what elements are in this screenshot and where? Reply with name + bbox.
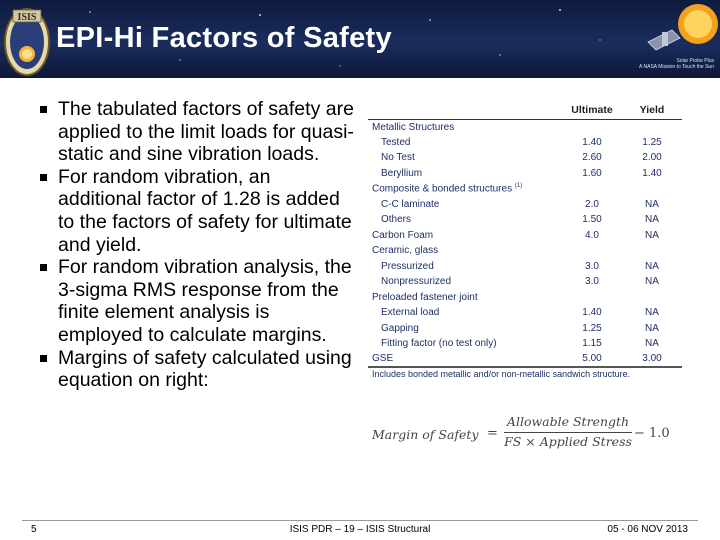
- table-row: [368, 352, 682, 368]
- row-yield-value: [622, 119, 682, 135]
- row-ultimate-value: 1.40: [582, 307, 602, 319]
- table-row: [368, 336, 682, 352]
- row-label: [368, 166, 562, 182]
- row-yield-value: 1.25: [642, 136, 662, 148]
- row-ultimate-value: [562, 243, 622, 259]
- solar-probe-icon: [622, 2, 718, 60]
- bullet-item: The tabulated factors of safety are applied to the limit loads for quasi-static and sine vibration loads.: [36, 98, 358, 166]
- table-header-row: [368, 103, 682, 119]
- row-label-text: Pressurized: [381, 260, 434, 272]
- table-row: [368, 119, 682, 135]
- bullet-list: [36, 98, 358, 392]
- row-label: [368, 197, 562, 213]
- row-yield-value: NA: [645, 338, 659, 350]
- row-yield-value: NA: [645, 198, 659, 210]
- table-body: [368, 119, 682, 367]
- row-label-text: Ceramic, glass: [372, 245, 439, 257]
- slide-header: [0, 0, 720, 78]
- table-header-cell: Ultimate: [562, 103, 622, 119]
- svg-text:ISIS: ISIS: [17, 12, 37, 23]
- isis-logo-icon: [2, 2, 52, 76]
- row-label-text: Fitting factor (no test only): [381, 338, 497, 350]
- row-yield-value: NA: [645, 307, 659, 319]
- bullet-item: Margins of safety calculated using equation on right:: [36, 347, 358, 392]
- table-row: [368, 228, 682, 244]
- row-label-text: Gapping: [381, 322, 419, 334]
- equation-numerator: Allowable Strength: [506, 414, 630, 429]
- table-header-cell: [368, 103, 562, 119]
- row-yield-value: NA: [645, 214, 659, 226]
- table-footnote: Includes bonded metallic and/or non-metallic sandwich structure.: [372, 369, 631, 379]
- row-label-text: Preloaded fastener joint: [372, 291, 478, 303]
- row-ultimate-value: 3.0: [585, 260, 599, 272]
- row-yield-value: [622, 243, 682, 259]
- table-row: [368, 150, 682, 166]
- row-label: [368, 212, 562, 228]
- equation-equals: =: [487, 426, 498, 441]
- table-row: [368, 259, 682, 275]
- row-yield-value: NA: [645, 322, 659, 334]
- row-label: [368, 135, 562, 151]
- table-row: [368, 166, 682, 182]
- row-ultimate-value: 1.60: [582, 167, 602, 179]
- equation-fraction: [504, 414, 632, 449]
- table-row: [368, 305, 682, 321]
- row-label: [368, 290, 562, 306]
- row-ultimate-value: [562, 181, 622, 197]
- row-label-text: Composite & bonded structures: [372, 183, 513, 195]
- table-row: [368, 243, 682, 259]
- table-row: [368, 321, 682, 337]
- table-row: [368, 290, 682, 306]
- row-ultimate-value: 4.0: [585, 229, 599, 241]
- table-row: [368, 197, 682, 213]
- row-label-text: C-C laminate: [381, 198, 440, 210]
- footer-date: 05 - 06 NOV 2013: [607, 524, 688, 535]
- row-ultimate-value: 1.50: [582, 214, 602, 226]
- row-ultimate-value: 1.15: [582, 338, 602, 350]
- row-label: [368, 228, 562, 244]
- row-footnote-marker: (1): [514, 183, 523, 190]
- row-label-text: External load: [381, 307, 440, 319]
- page-title: EPI-Hi Factors of Safety: [56, 22, 392, 54]
- equation-lhs: Margin of Safety: [372, 427, 479, 442]
- row-label: [368, 305, 562, 321]
- equation-constant: − 1.0: [634, 426, 670, 441]
- table-row: [368, 135, 682, 151]
- page-number: 5: [31, 524, 37, 535]
- row-label: [368, 243, 562, 259]
- row-ultimate-value: 2.60: [582, 152, 602, 164]
- row-yield-value: 3.00: [622, 352, 682, 368]
- row-label-text: Others: [381, 214, 412, 226]
- table-row: [368, 212, 682, 228]
- row-label: [368, 181, 562, 197]
- row-label: [368, 274, 562, 290]
- row-label-text: Metallic Structures: [372, 121, 455, 133]
- row-label: [368, 336, 562, 352]
- row-yield-value: NA: [645, 276, 659, 288]
- row-yield-value: 1.40: [642, 167, 662, 179]
- row-label: [368, 352, 562, 368]
- bullet-item: For random vibration, an additional factor of 1.28 is added to the factors of safety for ultimate and yield.: [36, 166, 358, 256]
- row-label: [368, 150, 562, 166]
- equation-denominator: FS × Applied Stress: [504, 434, 632, 449]
- row-label: [368, 259, 562, 275]
- row-ultimate-value: 1.25: [582, 322, 602, 334]
- table-row: [368, 274, 682, 290]
- footer-title: ISIS PDR – 19 – ISIS Structural: [289, 524, 431, 535]
- row-ultimate-value: 2.0: [585, 198, 599, 210]
- row-yield-value: NA: [645, 260, 659, 272]
- footer-divider: [22, 520, 698, 521]
- table-header-cell: Yield: [622, 103, 682, 119]
- row-label-text: Beryllium: [381, 167, 423, 179]
- factors-of-safety-table: [368, 103, 682, 368]
- row-yield-value: [622, 290, 682, 306]
- row-label-text: Tested: [381, 136, 411, 148]
- row-label: [368, 321, 562, 337]
- row-label: [368, 119, 562, 135]
- fraction-bar: [504, 432, 632, 433]
- row-ultimate-value: 5.00: [562, 352, 622, 368]
- row-yield-value: NA: [645, 229, 659, 241]
- bullet-item: For random vibration analysis, the 3-sigma RMS response from the finite element analysis is employed to calculate margins.: [36, 256, 358, 346]
- row-ultimate-value: 1.40: [582, 136, 602, 148]
- table-row: [368, 181, 682, 197]
- row-ultimate-value: [562, 119, 622, 135]
- margin-of-safety-equation: [372, 414, 672, 454]
- row-ultimate-value: 3.0: [585, 276, 599, 288]
- row-label-text: No Test: [381, 152, 415, 164]
- row-yield-value: [622, 181, 682, 197]
- row-ultimate-value: [562, 290, 622, 306]
- row-yield-value: 2.00: [642, 152, 662, 164]
- probe-caption: Solar Probe Plus A NASA Mission to Touch the Sun: [639, 58, 714, 70]
- row-label-text: GSE: [372, 353, 394, 365]
- row-label-text: Nonpressurized: [381, 276, 452, 288]
- row-label-text: Carbon Foam: [372, 229, 434, 241]
